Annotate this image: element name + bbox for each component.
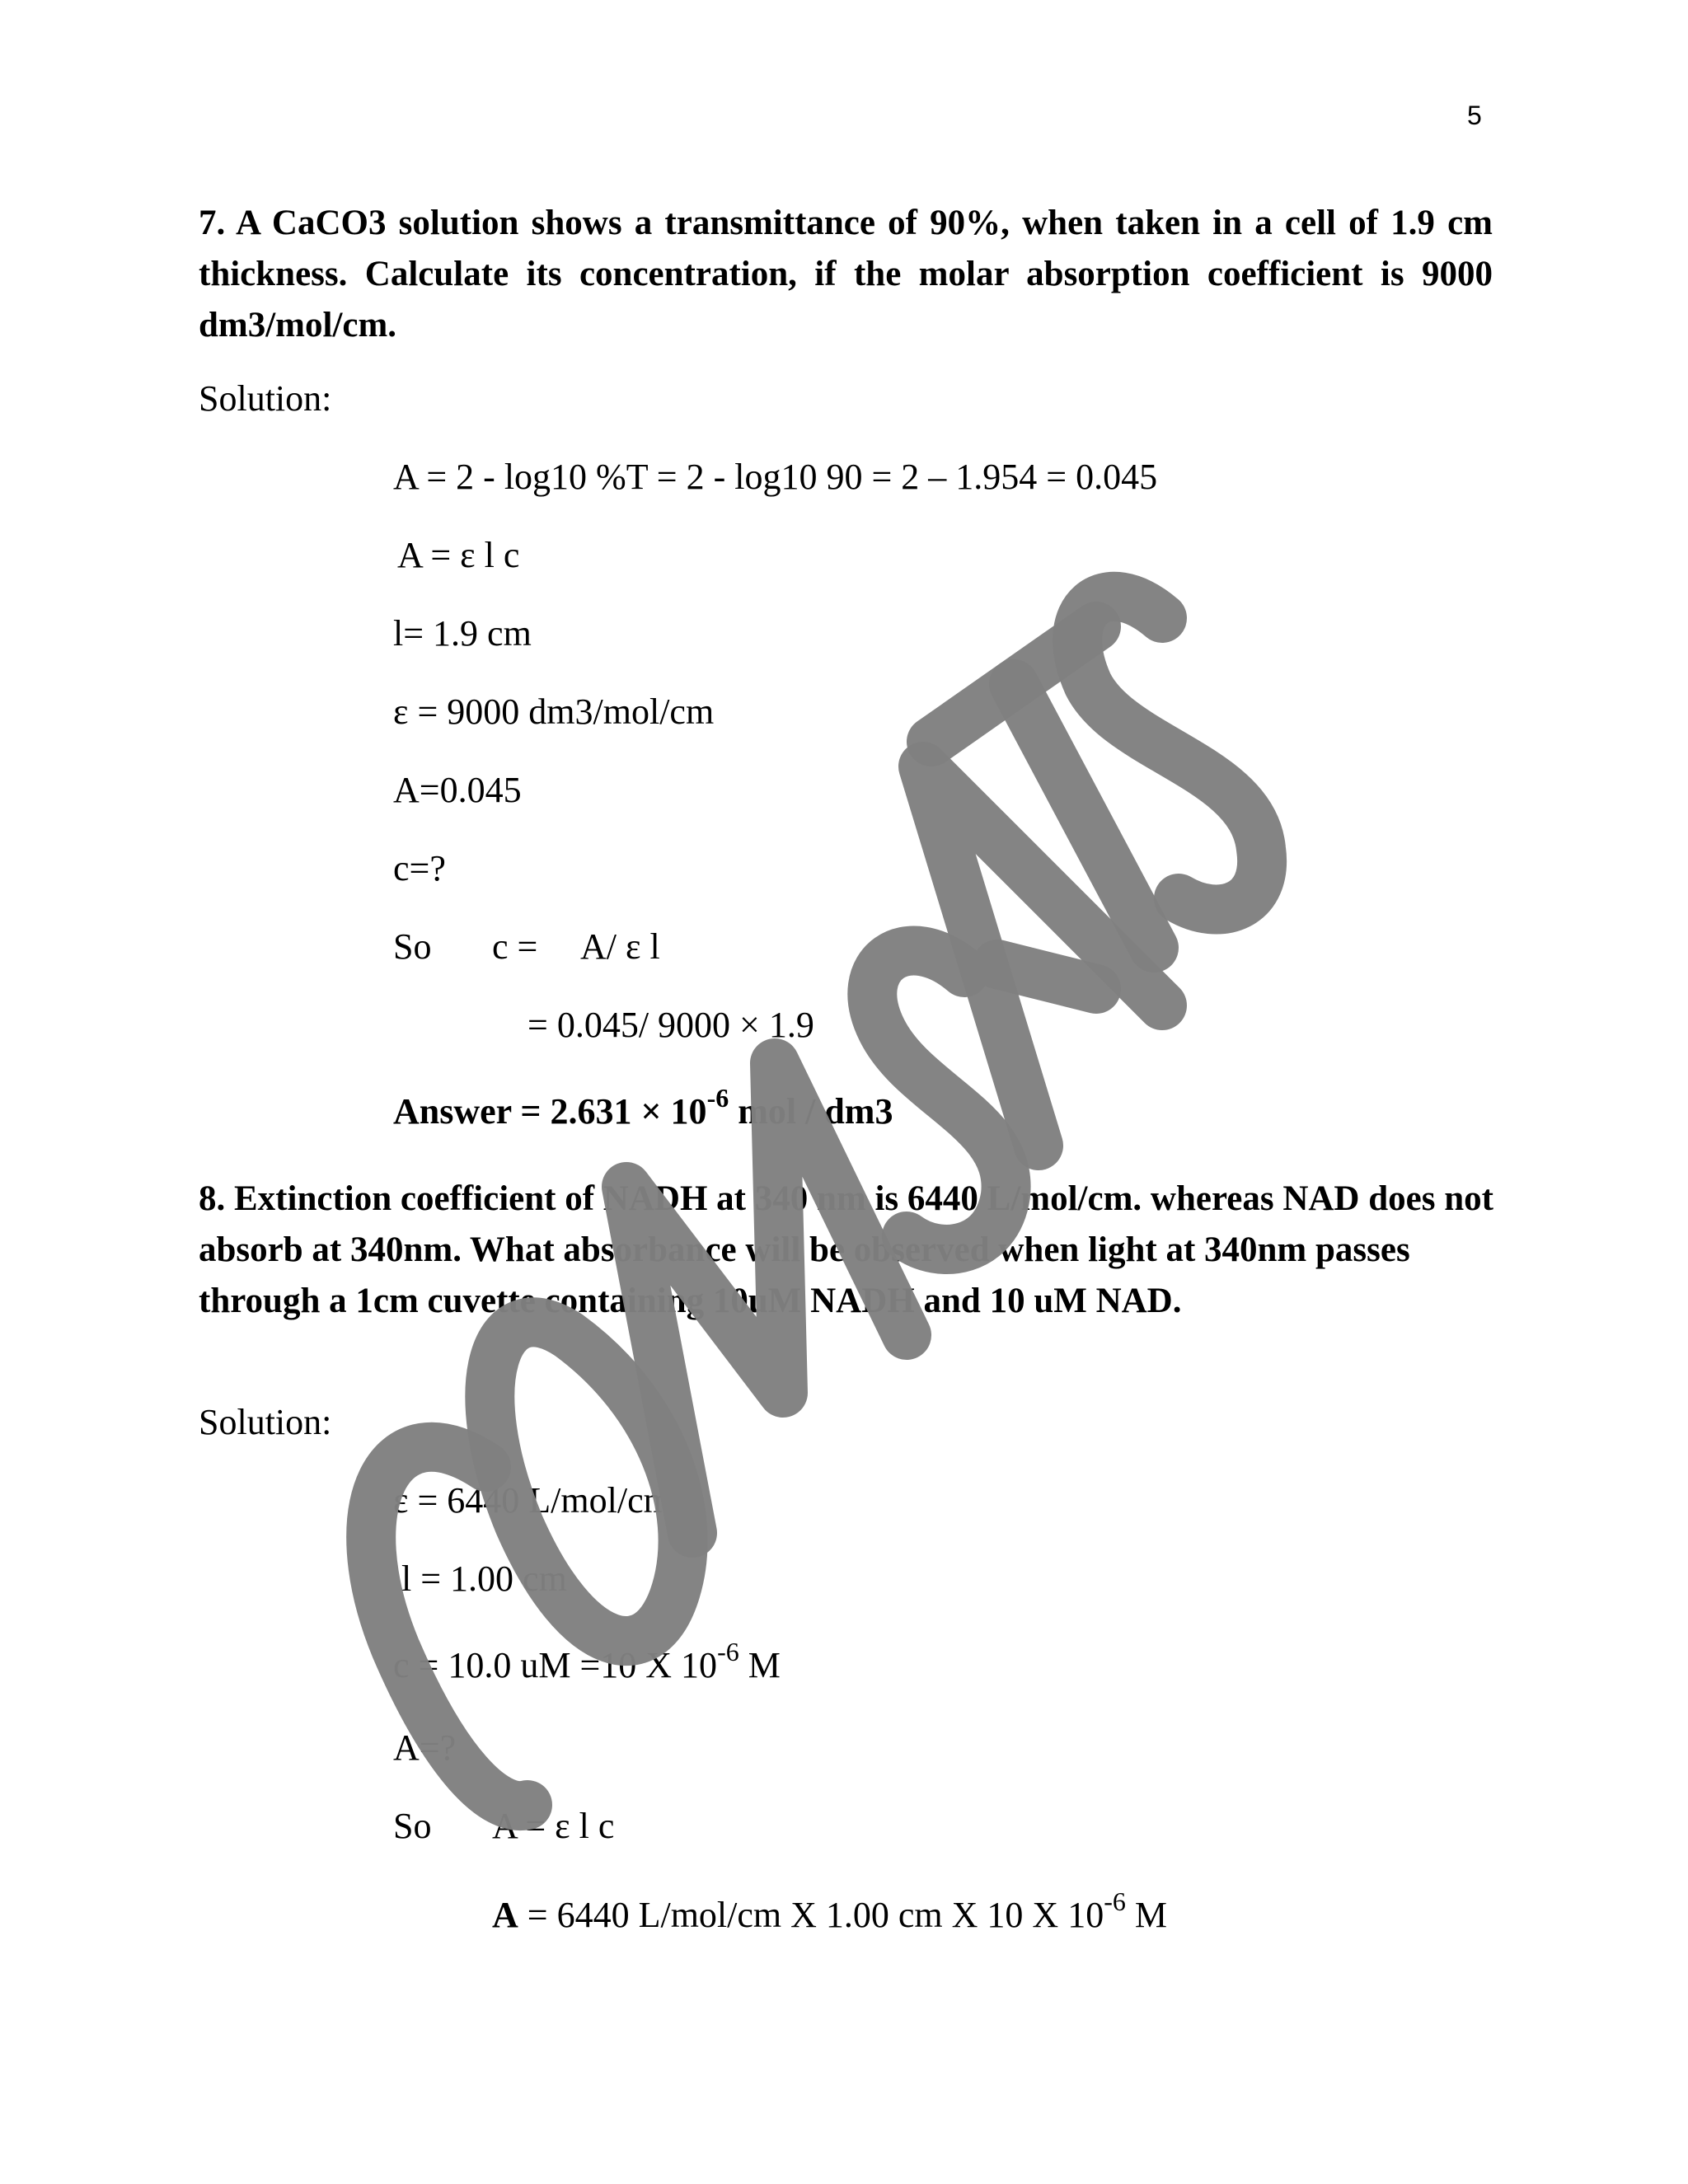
q8-final-exponent: -6 <box>1104 1886 1126 1916</box>
q7-answer-exponent: -6 <box>706 1083 729 1113</box>
q7-line-absorbance: A = 2 - log10 %T = 2 - log10 90 = 2 – 1.954 = 0.045 <box>393 457 1158 497</box>
solution-label-7: Solution: <box>199 378 332 419</box>
question-7-number: 7 <box>199 204 217 242</box>
q8-so-formula: A = ε l c <box>492 1806 615 1846</box>
watermark-letter-s2 <box>1077 597 1262 910</box>
q7-so-c-equals: c = <box>492 926 538 967</box>
q8-line-concentration <box>393 1637 781 1686</box>
q7-line-length: l= 1.9 cm <box>393 613 532 654</box>
watermark-letter-a <box>923 766 1162 1146</box>
question-8-text: 8. Extinction coefficient of NADH at 340 nm is 6440 L/mol/cm. whereas NAD does not absorb at 340nm. What absorbance will be observed when light at 340nm passes through a 1cm cuvette containing 10uM NADH and 10 uM NAD. <box>199 1179 1493 1320</box>
watermark-letter-a-bar <box>997 964 1096 989</box>
q7-answer-suffix: mol / dm3 <box>729 1091 893 1132</box>
q8-final-calculation <box>492 1886 1167 1936</box>
question-7-text <box>199 198 1493 351</box>
q8-line-epsilon: ε = 6440 L/mol/cm. <box>393 1480 681 1521</box>
q7-line-epsilon: ε = 9000 dm3/mol/cm <box>393 691 715 732</box>
watermark-letter-t-stem <box>1014 684 1154 948</box>
watermark-letter-t-top <box>931 626 1096 742</box>
q8-so-label: So <box>393 1806 432 1846</box>
q8-final-suffix: M <box>1125 1895 1167 1935</box>
q7-so-formula: A/ ε l <box>580 926 660 967</box>
q8-line-length: l = 1.00 cm <box>401 1558 567 1599</box>
q8-final-a: A <box>492 1895 518 1935</box>
q8-final-prefix: = 6440 L/mol/cm X 1.00 cm X 10 X 10 <box>518 1895 1104 1935</box>
question-7-body: . A CaCO3 solution shows a transmittance of 90%, when taken in a cell of 1.9 cm thickness. Calculate its concentration, if the molar absorption coefficient is 9000 dm3/mol/cm. <box>199 204 1493 344</box>
q8-c-prefix: c = 10.0 uM =10 X 10 <box>393 1645 718 1685</box>
q8-c-exponent: -6 <box>717 1637 739 1666</box>
q7-calculation: = 0.045/ 9000 × 1.9 <box>528 1005 814 1045</box>
q7-answer <box>393 1083 893 1132</box>
solution-label-8: Solution: <box>199 1402 332 1442</box>
q7-so-label: So <box>393 926 432 967</box>
q7-line-c-unknown: c=? <box>393 848 446 888</box>
q7-answer-prefix: Answer = 2.631 × 10 <box>393 1091 707 1132</box>
page-number: 5 <box>1467 101 1482 130</box>
q8-line-a-unknown: A=? <box>393 1727 457 1768</box>
q7-line-beer-lambert: A = ε l c <box>397 535 520 575</box>
q7-line-a-value: A=0.045 <box>393 770 522 810</box>
q8-c-suffix: M <box>738 1645 781 1685</box>
